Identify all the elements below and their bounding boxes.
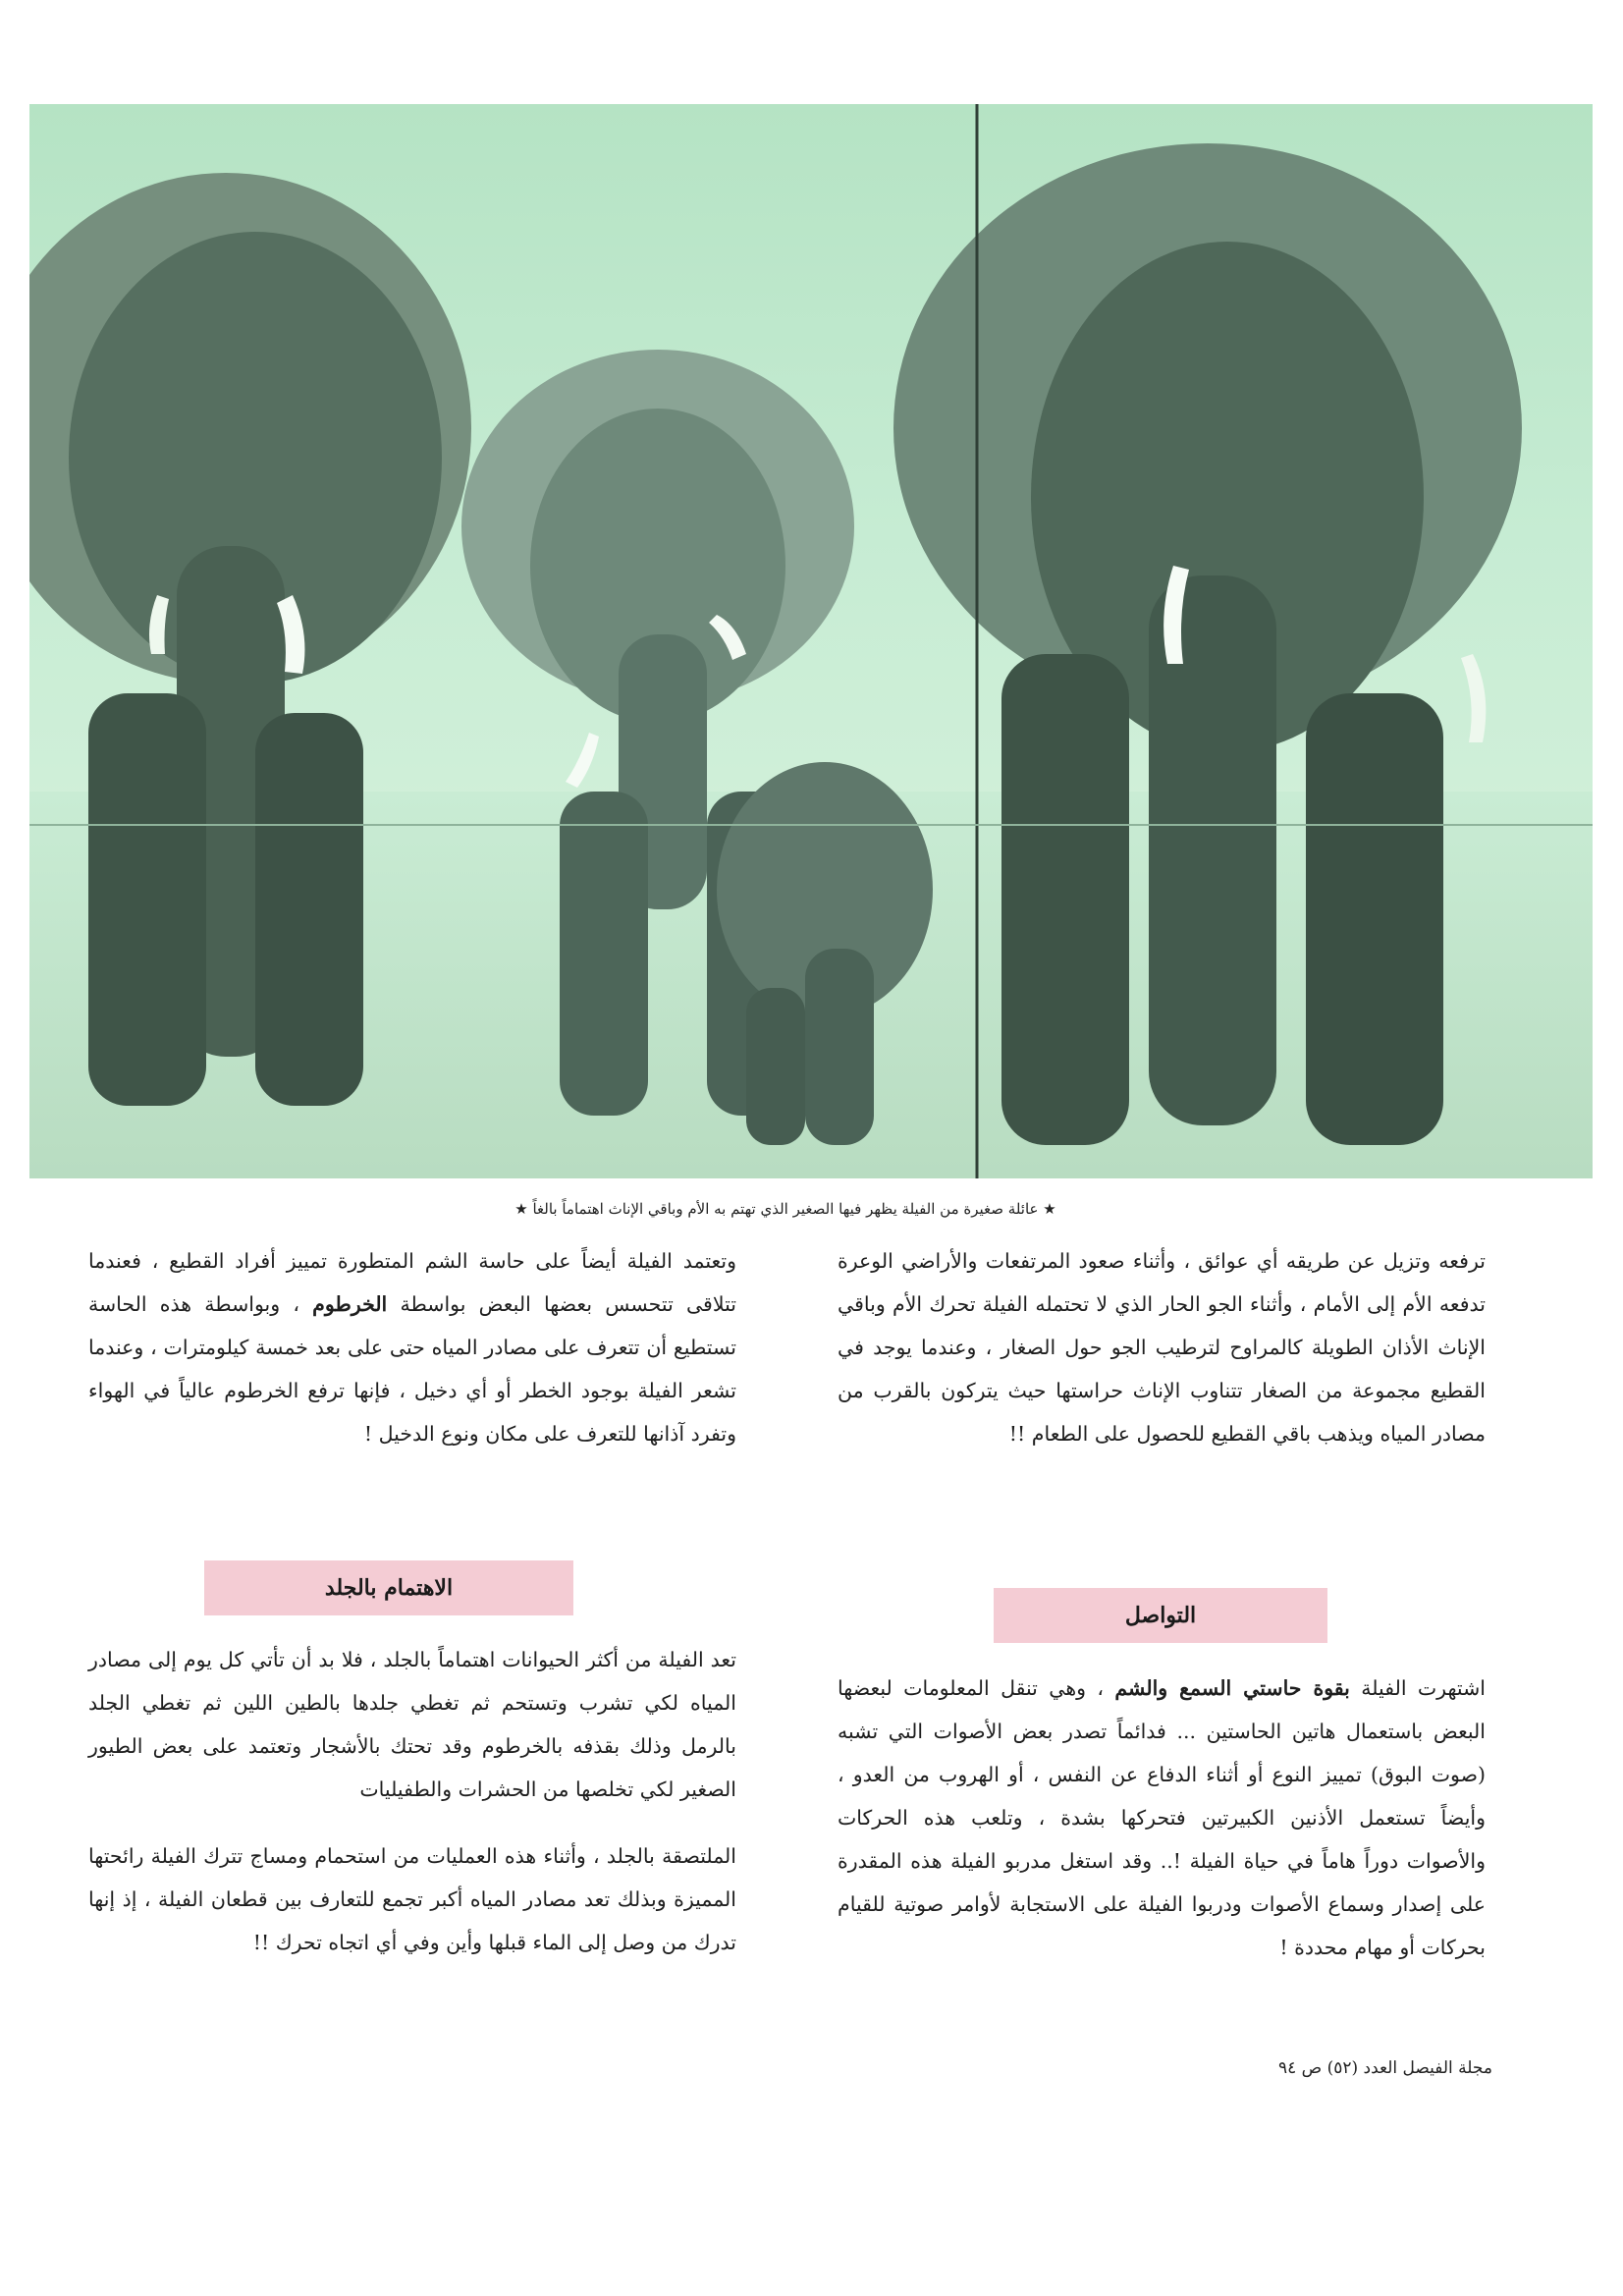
paragraph: اشتهرت الفيلة بقوة حاستي السمع والشم ، وهي تنقل المعلومات لبعضها البعض باستعمال هاتين الحاستين ... فدائماً تصدر بعض الأصوات التي تشبه (صوت البوق) تمييز النوع أو أثناء الدفاع عن النفس ، أو الهروب من العدو ، وأيضاً تستعمل الأذنين الكبيرتين فتحركها بشدة ، وتلعب هذه الحركات والأصوات دوراً هاماً في حياة الفيلة !.. وقد استغل مدربو الفيلة هذه المقدرة على إصدار وسماع الأصوات ودربوا الفيلة على الاستجابة لأوامر صوتية للقيام بحركات أو مهام محددة !	[838, 1676, 1486, 1959]
right-column-intro	[838, 1239, 1486, 1455]
paragraph: وتعتمد الفيلة أيضاً على حاسة الشم المتطورة تمييز أفراد القطيع ، فعندما تتلاقى تتحسس بعضها البعض بواسطة الخرطوم ، وبواسطة هذه الحاسة تستطيع أن تتعرف على مصادر المياه حتى على بعد خمسة كيلومترات ، وعندما تشعر الفيلة بوجود الخطر أو أي دخيل ، فإنها ترفع الخرطوم عالياً في الهواء وتفرد آذانها للتعرف على مكان ونوع الدخيل !	[88, 1249, 736, 1446]
section-body-skin	[88, 1638, 736, 1964]
section-heading-skin: الاهتمام بالجلد	[204, 1560, 573, 1615]
photo-caption: ★ عائلة صغيرة من الفيلة يظهر فيها الصغير الذي تهتم به الأم وباقي الإناث اهتماماً بالغاً ★	[514, 1200, 1056, 1218]
bold-term: الخرطوم	[312, 1292, 388, 1316]
left-column-intro	[88, 1239, 736, 1455]
paragraph: تعد الفيلة من أكثر الحيوانات اهتماماً بالجلد ، فلا بد أن تأتي كل يوم إلى مصادر المياه لكي تشرب وتستحم ثم تغطي جلدها بالطين اللين ثم تغطي الجلد بالرمل وذلك بقذفه بالخرطوم وقد تحتك بالأشجار وتعتمد على بعض الطيور الصغير لكي تخلصها من الحشرات والطفيليات	[88, 1648, 736, 1801]
paragraph: الملتصقة بالجلد ، وأثناء هذه العمليات من استحمام ومساج تترك الفيلة رائحتها المميزة وبذلك تعد مصادر المياه أكبر تجمع للتعارف بين قطعان الفيلة ، إذ إنها تدرك من وصل إلى الماء قبلها وأين وفي أي اتجاه تحرك !!	[88, 1844, 736, 1954]
page-footer-source: مجلة الفيصل العدد (٥٢) ص ٩٤	[1277, 2058, 1492, 2078]
elephant-family-photo	[29, 104, 1593, 1178]
paragraph: ترفعه وتزيل عن طريقه أي عوائق ، وأثناء صعود المرتفعات والأراضي الوعرة تدفعه الأم إلى الأمام ، وأثناء الجو الحار الذي لا تحتمله الفيلة تحرك الأم وباقي الإناث الأذان الطويلة كالمراوح لترطيب الجو حول الصغار ، وعندما يوجد في القطيع مجموعة من الصغار تتناوب الإناث حراستها حيث يتركون بالقرب من مصادر المياه ويذهب باقي القطيع للحصول على الطعام !!	[838, 1249, 1486, 1446]
bold-term: بقوة حاستي السمع والشم	[1114, 1676, 1350, 1700]
section-heading-communication: التواصل	[994, 1588, 1327, 1643]
section-body-communication	[838, 1667, 1486, 1969]
